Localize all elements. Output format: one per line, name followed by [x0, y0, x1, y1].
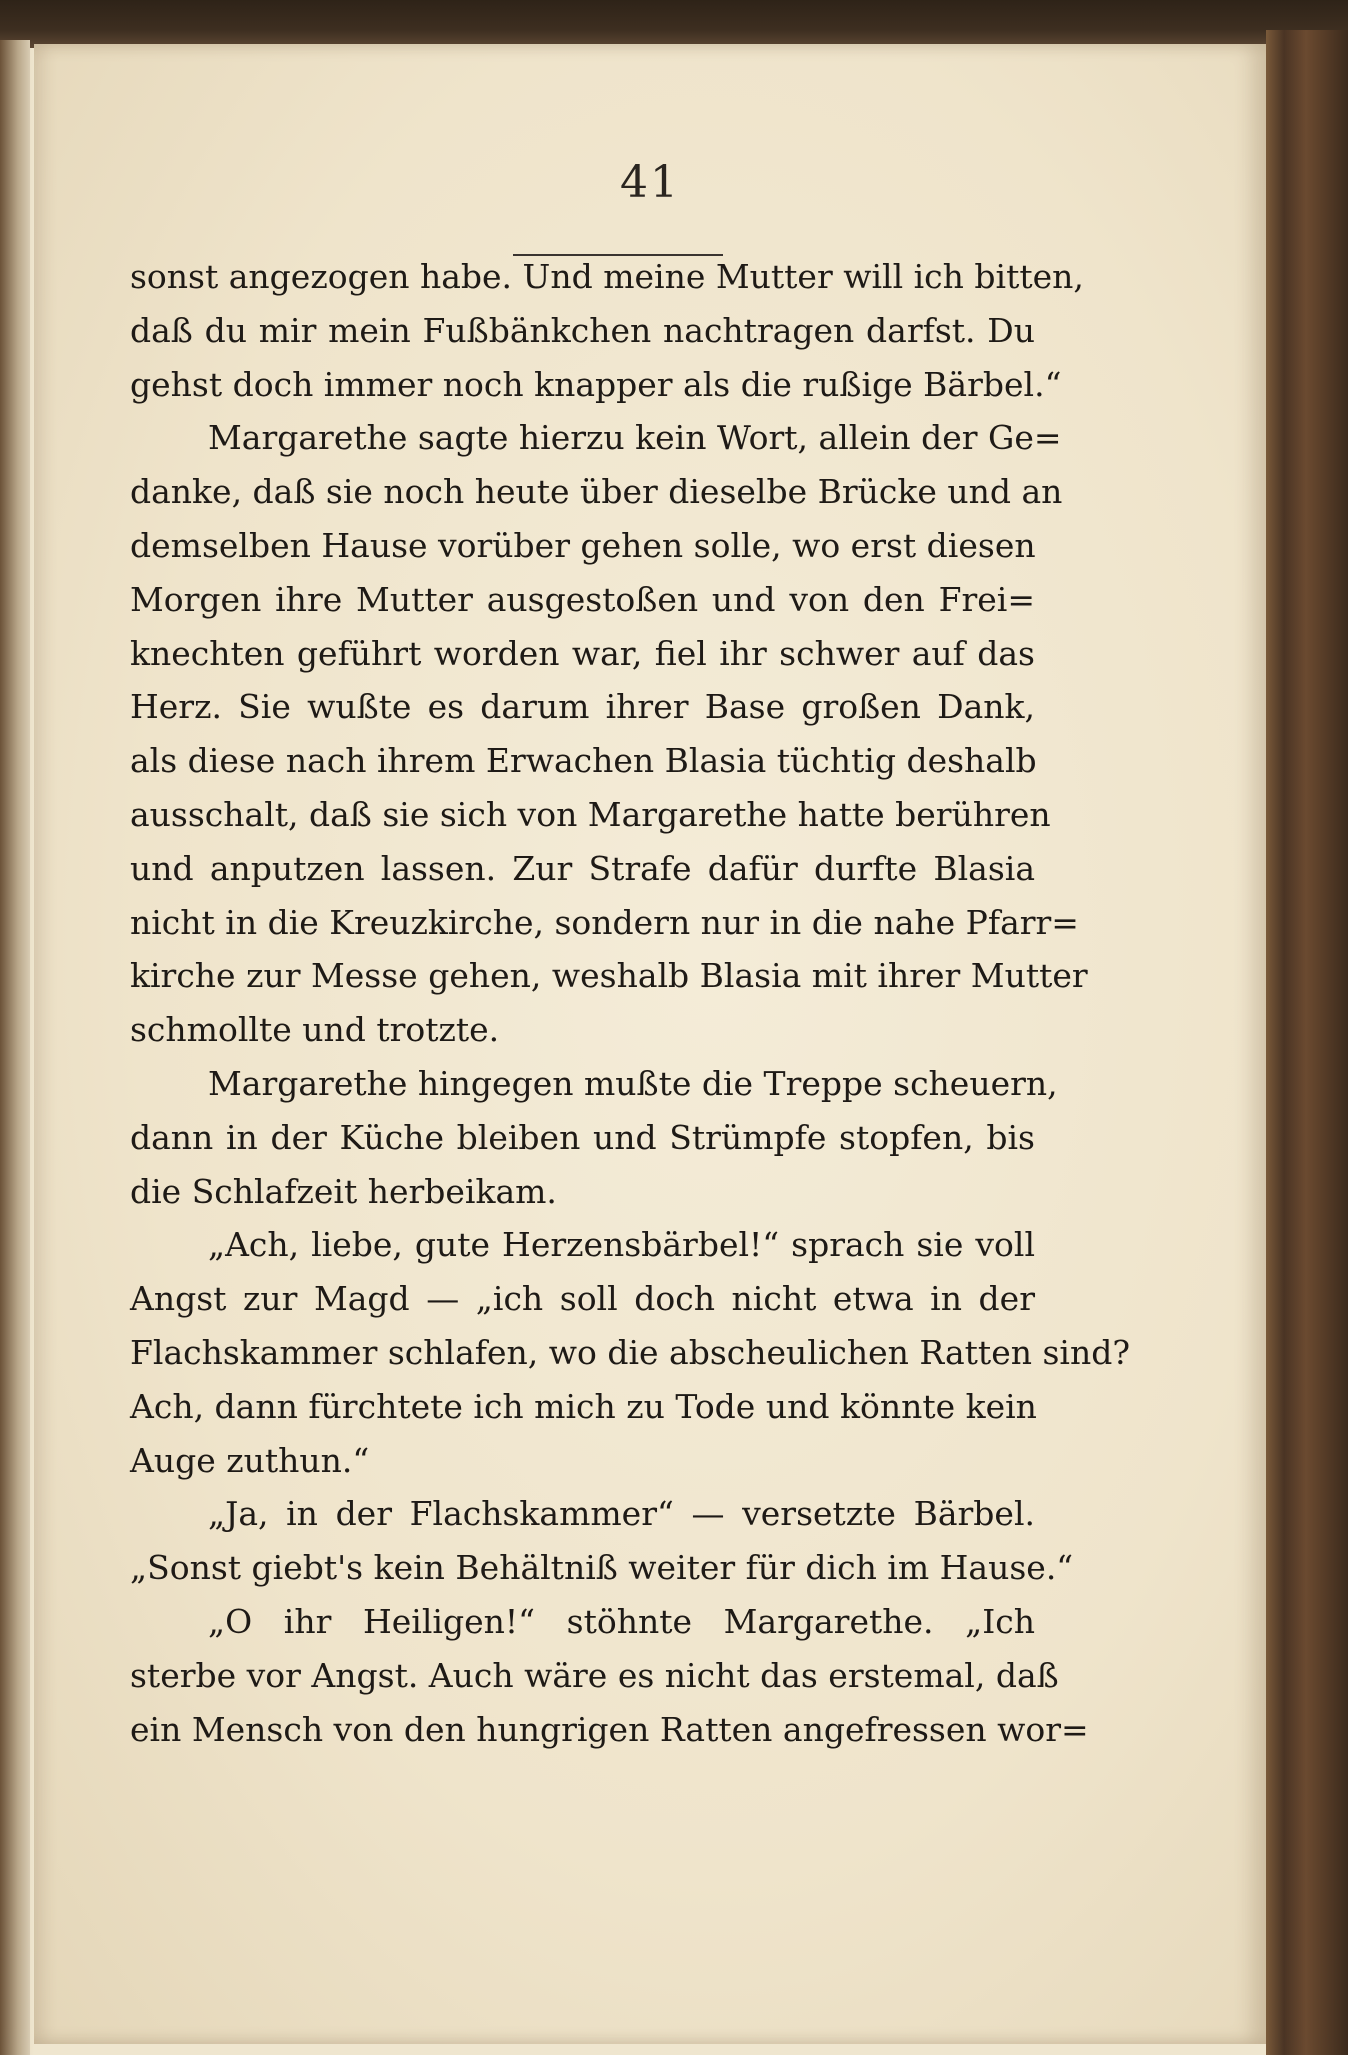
text-line: „Ach, liebe, gute Herzensbärbel!“ sprach sie voll	[208, 1225, 1035, 1265]
text-line: demselben Hause vorüber gehen solle, wo erst diesen	[130, 525, 1036, 565]
text-line: nicht in die Kreuzkirche, sondern nur in die nahe Pfarr=	[130, 902, 1079, 942]
text-line: Margarethe hingegen mußte die Treppe scheuern,	[208, 1063, 1058, 1103]
text-line: kirche zur Messe gehen, weshalb Blasia mit ihrer Mutter	[130, 956, 1088, 996]
text-line: sterbe vor Angst. Auch wäre es nicht das erstemal, daß	[130, 1655, 1059, 1695]
gutter-left-edge	[0, 40, 30, 2055]
text-line: die Schlafzeit herbeikam.	[130, 1171, 557, 1211]
text-line: Margarethe sagte hierzu kein Wort, allein der Ge=	[208, 418, 1062, 458]
text-line: daß du mir mein Fußbänkchen nachtragen darfst. Du	[130, 310, 1035, 350]
text-line: „Ja, in der Flachskammer“ — versetzte Bärbel.	[208, 1494, 1035, 1534]
text-line: Angst zur Magd — „ich soll doch nicht etwa in der	[130, 1279, 1035, 1319]
text-line: Flachskammer schlafen, wo die abscheulichen Ratten sind?	[130, 1332, 1131, 1372]
text-line: Herz. Sie wußte es darum ihrer Base großen Dank,	[130, 687, 1035, 727]
page-number: 41	[620, 157, 680, 208]
text-line: als diese nach ihrem Erwachen Blasia tüchtig deshalb	[130, 741, 1037, 781]
book-cover-right-edge	[1266, 30, 1348, 2055]
text-line: ausschalt, daß sie sich von Margarethe hatte berühren	[130, 794, 1051, 834]
text-line: schmollte und trotzte.	[130, 1010, 500, 1050]
text-line: Ach, dann fürchtete ich mich zu Tode und könnte kein	[130, 1386, 1037, 1426]
text-line: „O ihr Heiligen!“ stöhnte Margarethe. „Ich	[208, 1601, 1035, 1641]
text-line: „Sonst giebt's kein Behältniß weiter für dich im Hause.“	[130, 1548, 1074, 1588]
text-line: und anputzen lassen. Zur Strafe dafür durfte Blasia	[130, 848, 1035, 888]
text-line: knechten geführt worden war, fiel ihr schwer auf das	[130, 633, 1035, 673]
text-line: gehst doch immer noch knapper als die rußige Bärbel.“	[130, 364, 1062, 404]
text-line: Morgen ihre Mutter ausgestoßen und von den Frei=	[130, 579, 1035, 619]
text-line: dann in der Küche bleiben und Strümpfe stopfen, bis	[130, 1117, 1035, 1157]
text-line: Auge zuthun.“	[130, 1440, 370, 1480]
text-line: danke, daß sie noch heute über dieselbe Brücke und an	[130, 472, 1063, 512]
book-cover-top-edge	[0, 0, 1348, 48]
page-body-text	[130, 250, 1131, 1756]
text-line: ein Mensch von den hungrigen Ratten angefressen wor=	[130, 1709, 1089, 1749]
text-line: sonst angezogen habe. Und meine Mutter will ich bitten,	[130, 257, 1084, 296]
